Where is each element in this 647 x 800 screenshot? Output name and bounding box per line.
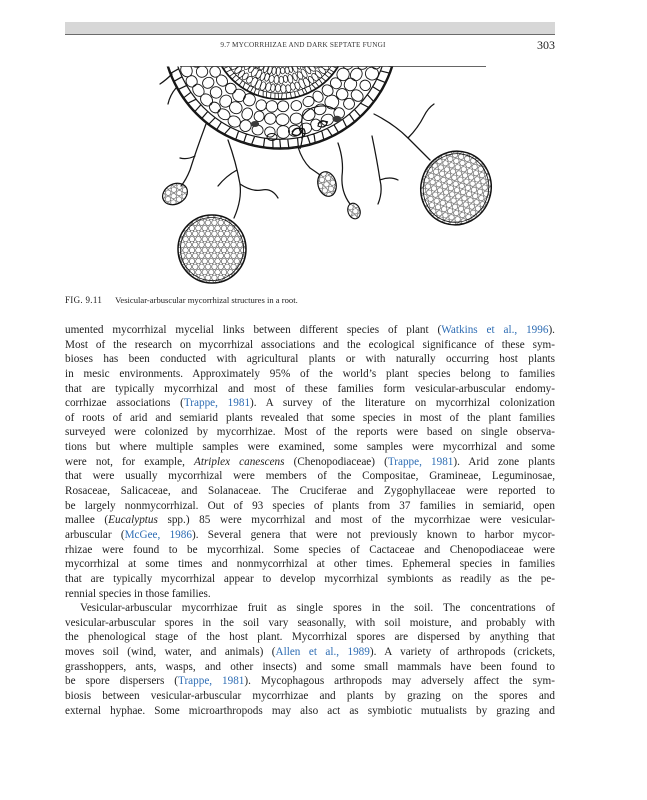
paragraph bbox=[65, 323, 555, 601]
text-run: grasshoppers, ants, wasps, and other insects) and some small mammals have been found to bbox=[65, 660, 555, 673]
text-run: arbuscular ( bbox=[65, 528, 125, 541]
text-line bbox=[65, 674, 555, 689]
text-run: ). bbox=[548, 324, 555, 336]
hypha-branch bbox=[380, 178, 398, 180]
text-run: ). Mycophagous arthropods may adversely affect the sym- bbox=[244, 675, 555, 688]
citation-link[interactable]: Trappe, 1981 bbox=[183, 397, 251, 410]
hypha bbox=[338, 143, 350, 204]
text-run: umented mycorrhizal mycelial links between different species of plant ( bbox=[65, 324, 442, 336]
text-run: of roots of arid and semiarid plants revealed that some species in most of the plant families bbox=[65, 411, 555, 424]
arbuscule bbox=[333, 116, 342, 122]
citation-link[interactable]: Trappe, 1981 bbox=[387, 455, 454, 468]
text-line bbox=[65, 411, 555, 426]
citation-link[interactable]: Watkins et al., 1996 bbox=[441, 324, 549, 336]
text-line bbox=[65, 587, 555, 602]
text-run: Rosaceae, Salicaceae, and Solanaceae. The Cruciferae and Zygophyllaceae were reported to bbox=[65, 485, 555, 498]
text-run: ). Arid zone plants bbox=[453, 455, 555, 468]
text-line bbox=[65, 352, 555, 367]
text-run: Most of the research on mycorrhizal associations and the ecological significance of these sym- bbox=[65, 338, 555, 351]
text-run: ). A variety of arthropods (crickets, bbox=[369, 646, 555, 659]
text-line bbox=[65, 513, 555, 528]
text-run: (Chenopodiaceae) ( bbox=[284, 455, 388, 468]
text-line bbox=[65, 630, 555, 645]
text-line bbox=[65, 689, 555, 704]
italic-taxon: Eucalyptus bbox=[108, 514, 158, 527]
hypha bbox=[372, 136, 381, 204]
text-run: spp.) 85 were mycorrhizal and most of the mycorrhizae were vesicular- bbox=[157, 514, 555, 527]
text-line bbox=[65, 660, 555, 675]
text-line bbox=[65, 499, 555, 514]
text-run: surveyed were colonized by mycorrhizae. Most of the reports were based on single observa- bbox=[65, 426, 555, 439]
spores bbox=[159, 142, 501, 283]
root-hair bbox=[160, 74, 172, 84]
root-inner-cortex-cells bbox=[201, 46, 357, 112]
text-run: that are typically mycorrhizal and most of these families form vesicular-arbuscular endomy- bbox=[65, 382, 555, 395]
text-line bbox=[65, 382, 555, 397]
text-line bbox=[65, 543, 555, 558]
root-hair bbox=[168, 88, 176, 104]
text-run: that are typically mycorrhizal appear to develop mycorrhizal symbionts as readily as the pe- bbox=[65, 572, 555, 585]
text-run: be largely nonmycorrhizal. Out of 93 species of plants from 37 families in semiarid, open bbox=[65, 499, 555, 512]
spore-small-left bbox=[159, 179, 191, 209]
text-line bbox=[65, 557, 555, 572]
text-line bbox=[65, 367, 555, 382]
hypha-branch bbox=[218, 170, 237, 186]
text-run: mycorrhizal at some times and nonmycorrhizal at other times. Ephemeral species in families bbox=[65, 558, 555, 571]
page-number: 303 bbox=[537, 38, 555, 52]
text-run: be spore dispersers ( bbox=[65, 675, 179, 688]
text-run: the phenological stage of the host plant. Mycorrhizal spores are dispersed by anything that bbox=[65, 631, 555, 644]
figure-illustration bbox=[0, 0, 647, 300]
text-line bbox=[65, 469, 555, 484]
text-run: rennial species in those families. bbox=[65, 587, 211, 600]
text-line bbox=[65, 645, 555, 660]
text-run: ). A survey of the literature on mycorrhizal colonization bbox=[250, 397, 555, 410]
citation-link[interactable]: Trappe, 1981 bbox=[178, 675, 245, 688]
text-run: moves soil (wind, water, and animals) ( bbox=[65, 646, 276, 659]
text-run: biosis between vesicular-arbuscular mycorrhizae and plants by grazing on the spores and bbox=[65, 690, 555, 703]
hypha bbox=[298, 147, 320, 175]
text-run: vesicular-arbuscular spores in the soil vary seasonally, with soil moisture, and probably with bbox=[65, 616, 555, 629]
text-run: that were usually mycorrhizal were members of the Compositae, Gramineae, Leguminosae, bbox=[65, 470, 555, 483]
spore-large-left bbox=[178, 215, 246, 283]
spore-small-lower-center bbox=[346, 201, 363, 220]
figure-label: FIG. 9.11 bbox=[65, 295, 103, 305]
hypha-branch bbox=[408, 104, 434, 138]
text-run: in mesic environments. Approximately 95% of the world’s plant species belong to families bbox=[65, 367, 555, 380]
hypha bbox=[228, 140, 240, 218]
hypha bbox=[181, 124, 206, 186]
text-line bbox=[65, 323, 555, 338]
text-line bbox=[65, 704, 555, 719]
root-stele-cells bbox=[229, 38, 331, 84]
text-line bbox=[65, 338, 555, 353]
text-run: external hyphae. Some microarthropods may also act as symbiotic mutualists by grazing and bbox=[65, 704, 555, 717]
text-line bbox=[65, 425, 555, 440]
citation-link[interactable]: Allen et al., 1989 bbox=[275, 646, 370, 659]
text-run: bioses has been conducted with agricultural plants or with naturally occurring host plants bbox=[65, 353, 555, 366]
text-run: were not, for example, bbox=[65, 455, 194, 468]
text-run: rhizae were found to be mycorrhizal. Some species of Cactaceae and Chenopodiaceae were bbox=[65, 543, 555, 556]
text-line bbox=[65, 572, 555, 587]
body-text bbox=[65, 323, 555, 718]
text-run: tions but where multiple samples were examined, some samples were mycorrhizal and some bbox=[65, 441, 555, 454]
figure-caption bbox=[65, 290, 298, 308]
paragraph bbox=[65, 601, 555, 718]
text-run: Vesicular-arbuscular mycorrhizae fruit as single spores in the soil. The concentrations of bbox=[80, 602, 555, 615]
text-run: ). Several genera that were not previously known to harbor mycor- bbox=[191, 528, 555, 541]
text-line bbox=[65, 616, 555, 631]
text-line bbox=[65, 396, 555, 411]
figure-caption-text: Vesicular-arbuscular mycorrhizal structures in a root. bbox=[115, 295, 298, 305]
spore-large-right bbox=[411, 142, 500, 234]
running-head: 9.7 MYCORRHIZAE AND DARK SEPTATE FUNGI bbox=[220, 41, 386, 49]
text-line bbox=[65, 455, 555, 470]
arbuscule bbox=[251, 121, 259, 127]
text-run: mallee ( bbox=[65, 514, 109, 527]
text-line bbox=[65, 484, 555, 499]
italic-taxon: Atriplex canescens bbox=[194, 455, 285, 468]
hypha-branch bbox=[180, 156, 195, 159]
text-line bbox=[65, 528, 555, 543]
citation-link[interactable]: McGee, 1986 bbox=[124, 528, 192, 541]
text-line bbox=[65, 601, 555, 616]
text-run: corrhizae associations ( bbox=[65, 397, 184, 410]
root-cross-section bbox=[164, 38, 396, 149]
hypha-branch bbox=[240, 184, 278, 198]
text-line bbox=[65, 440, 555, 455]
